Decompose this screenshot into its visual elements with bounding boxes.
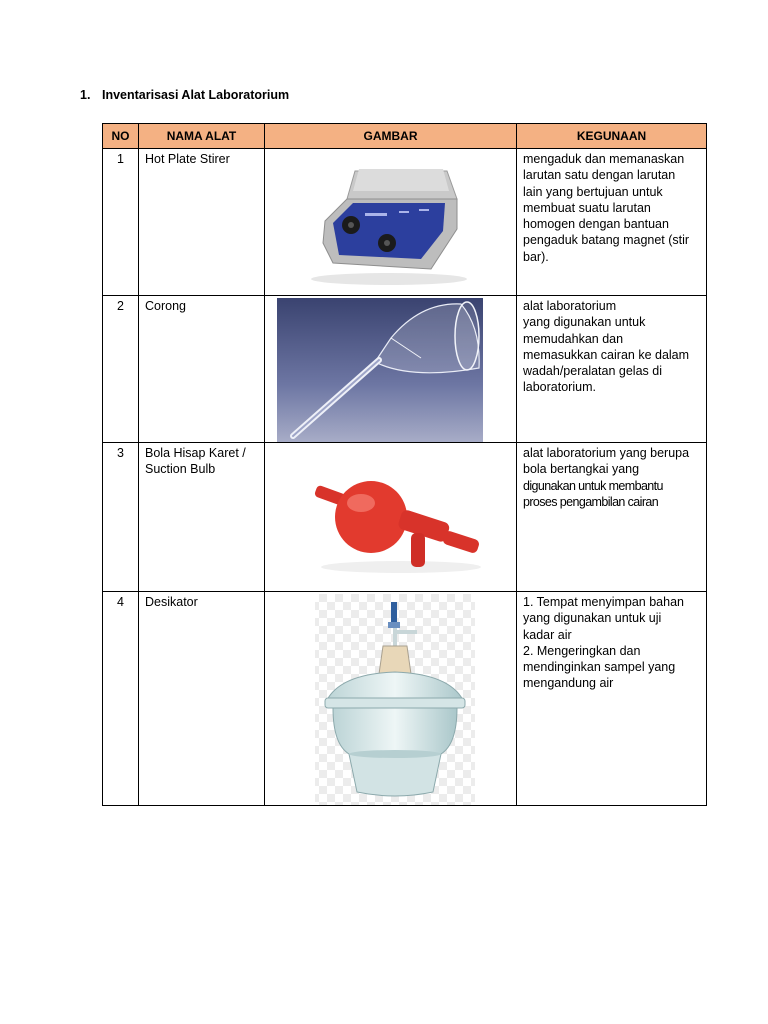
- header-no: NO: [103, 124, 139, 149]
- tool-name: Desikator: [139, 592, 265, 806]
- inventory-table: [102, 123, 707, 806]
- row-number: 1: [103, 149, 139, 296]
- tool-purpose: [517, 443, 707, 592]
- table-row: [103, 296, 707, 443]
- tool-purpose-part2: digunakan untuk membantu proses pengambilan cairan: [523, 478, 663, 509]
- tool-name: Hot Plate Stirer: [139, 149, 265, 296]
- tool-purpose: mengaduk dan memanaskan larutan satu dengan larutan lain yang bertujuan untuk membuat suatu larutan homogen dengan bantuan pengaduk batang magnet (stir bar).: [517, 149, 707, 296]
- tool-name: Bola Hisap Karet / Suction Bulb: [139, 443, 265, 592]
- tool-image-cell: [265, 149, 517, 296]
- header-gambar: GAMBAR: [265, 124, 517, 149]
- table-header-row: [103, 124, 707, 149]
- tool-purpose-part1: alat laboratorium yang berupa bola bertangkai yang: [523, 446, 690, 477]
- tool-image-cell: [265, 443, 517, 592]
- header-kegunaan: KEGUNAAN: [517, 124, 707, 149]
- tool-name: Corong: [139, 296, 265, 443]
- tool-image-cell: [265, 592, 517, 806]
- suction-bulb-image: [271, 445, 517, 591]
- desiccator-image: [271, 594, 517, 805]
- heading-number: 1.: [80, 88, 91, 102]
- table-row: [103, 443, 707, 592]
- row-number: 3: [103, 443, 139, 592]
- hot-plate-stirrer-image: [271, 151, 517, 295]
- row-number: 2: [103, 296, 139, 443]
- tool-image-cell: [265, 296, 517, 443]
- heading-title: Inventarisasi Alat Laboratorium: [102, 88, 290, 102]
- section-heading: [80, 88, 289, 102]
- row-number: 4: [103, 592, 139, 806]
- tool-purpose: 1. Tempat menyimpan bahan yang digunakan untuk uji kadar air 2. Mengeringkan dan mendinginkan sampel yang mengandung air: [517, 592, 707, 806]
- table-row: [103, 149, 707, 296]
- header-nama-alat: NAMA ALAT: [139, 124, 265, 149]
- table-row: [103, 592, 707, 806]
- funnel-image: [271, 298, 517, 442]
- tool-purpose: alat laboratorium yang digunakan untuk memudahkan dan memasukkan cairan ke dalam wadah/peralatan gelas di laboratorium.: [517, 296, 707, 443]
